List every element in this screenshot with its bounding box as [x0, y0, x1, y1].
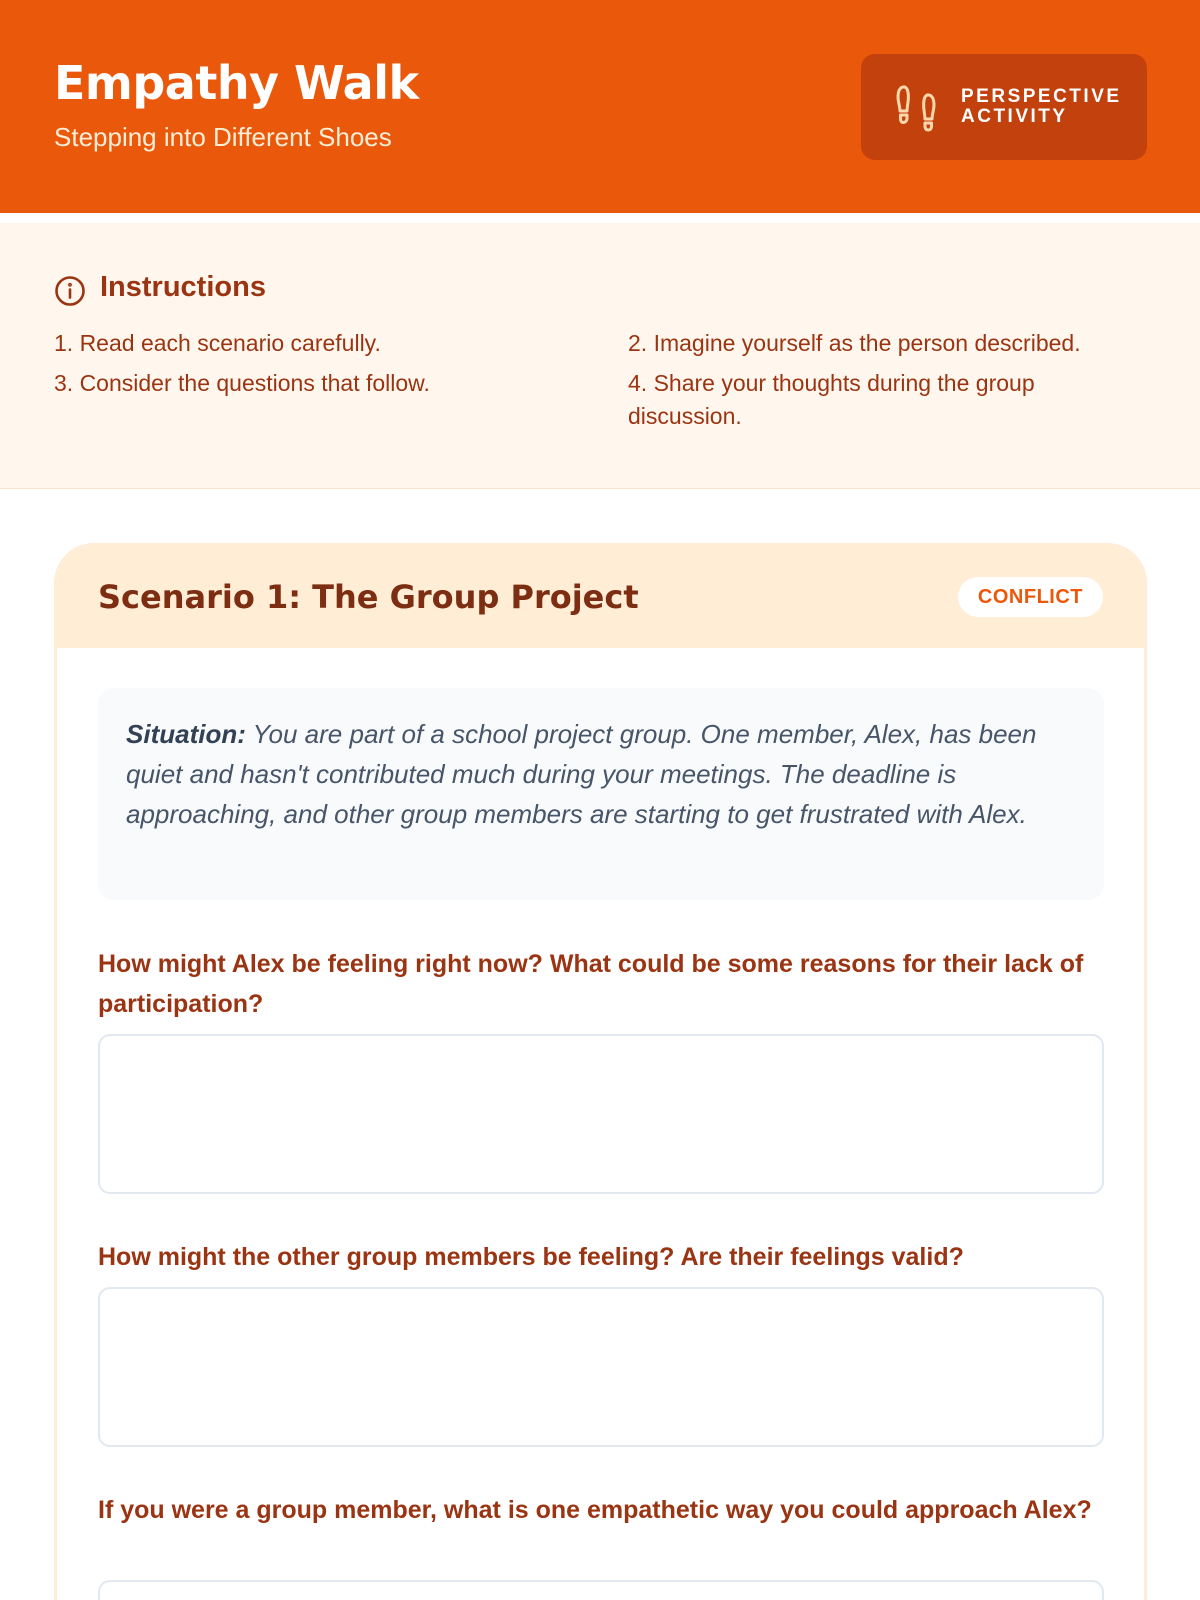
situation-label: Situation:	[126, 719, 246, 749]
instruction-item: 1. Read each scenario carefully.	[54, 330, 381, 356]
situation-text: You are part of a school project group. One member, Alex, has been quiet and hasn't contributed much during your meetings. The deadline is approaching, and other group members are starting to get frustrated with Alex.	[126, 719, 1037, 829]
instructions-panel	[0, 223, 1200, 489]
scenario-card	[54, 543, 1147, 1600]
answer-field-1[interactable]	[98, 1034, 1104, 1194]
footprints-icon	[891, 82, 941, 132]
activity-badge-label	[961, 87, 1131, 127]
instruction-item: 4. Share your thoughts during the group discussion.	[628, 370, 1035, 429]
question-2: How might the other group members be feeling? Are their feelings valid?	[98, 1243, 964, 1271]
scenario-header	[57, 546, 1144, 648]
page-subtitle: Stepping into Different Shoes	[54, 122, 392, 152]
info-icon	[54, 275, 86, 307]
instruction-item: 2. Imagine yourself as the person described.	[628, 330, 1081, 356]
page-title: Empathy Walk	[54, 56, 419, 110]
question-3: If you were a group member, what is one empathetic way you could approach Alex?	[98, 1496, 1092, 1524]
scenario-title: Scenario 1: The Group Project	[98, 578, 639, 616]
answer-field-2[interactable]	[98, 1287, 1104, 1447]
page-header	[0, 0, 1200, 213]
instruction-item: 3. Consider the questions that follow.	[54, 370, 430, 396]
badge-line-1: PERSPECTIVE	[961, 86, 1122, 107]
answer-field-3[interactable]	[98, 1580, 1104, 1600]
situation-box	[98, 688, 1104, 900]
badge-line-2: ACTIVITY	[961, 106, 1068, 127]
instructions-title: Instructions	[100, 271, 266, 303]
activity-badge	[861, 54, 1147, 160]
scenario-tag: CONFLICT	[958, 577, 1103, 617]
question-1: How might Alex be feeling right now? What could be some reasons for their lack of participation?	[98, 950, 1084, 1018]
